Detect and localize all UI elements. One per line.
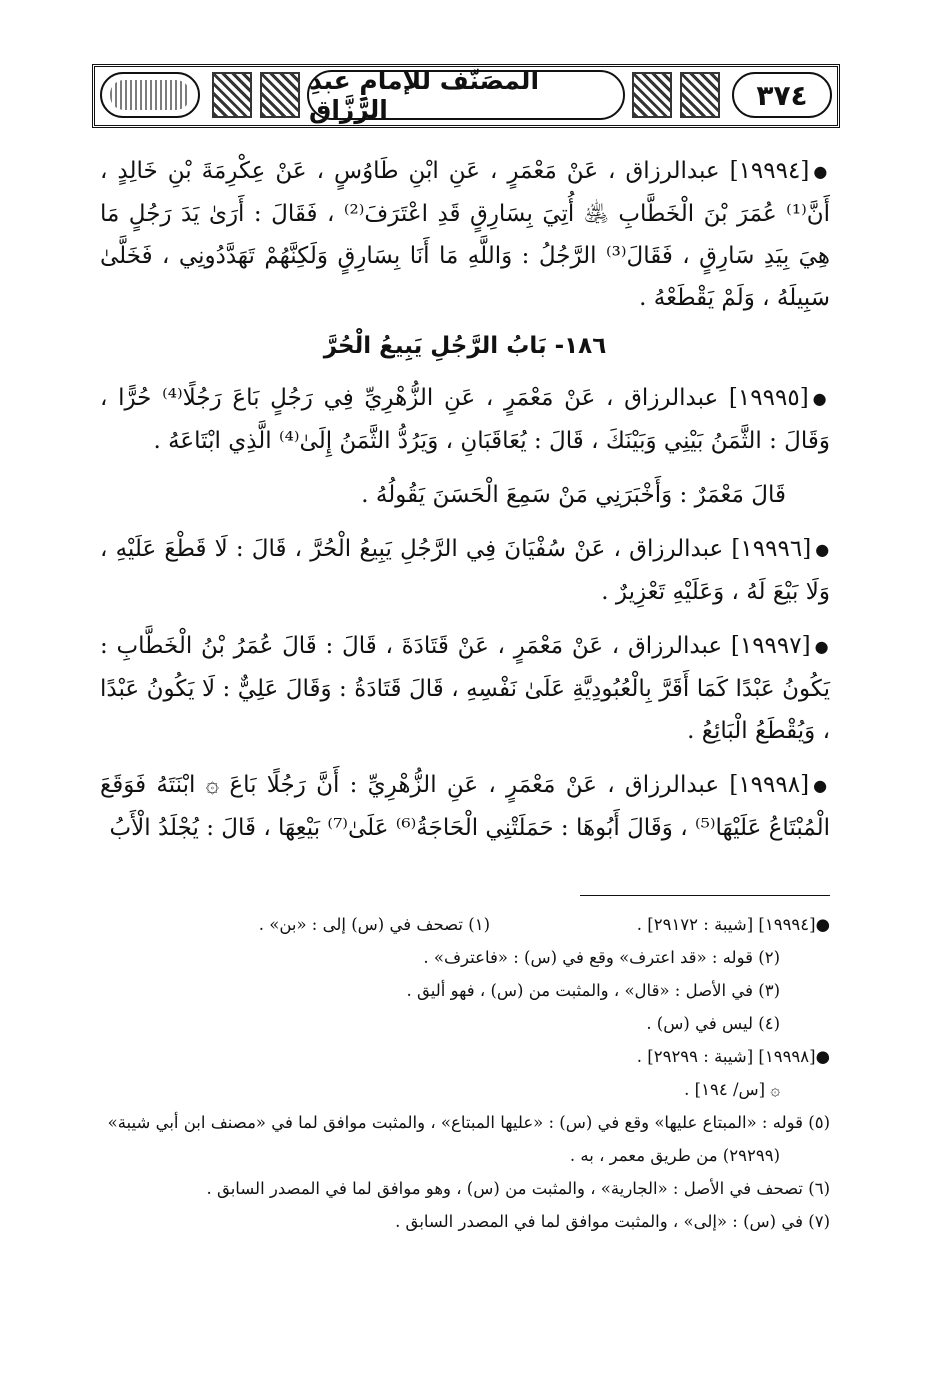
page-number: ٣٧٤ <box>756 78 808 112</box>
footnote-7: (٧) في (س) : «إلى» ، والمثبت موافق لما في المصدر السابق . <box>395 1212 830 1231</box>
header-ornament-right-2 <box>632 72 672 118</box>
chapter-heading: ١٨٦- بَابُ الرَّجُلِ يَبِيعُ الْحُرَّ <box>323 333 607 359</box>
main-text <box>100 150 830 861</box>
footnote-5-cont: (٢٩٢٩٩) من طريق معمر ، به . <box>569 1146 780 1165</box>
footnote-divider <box>580 895 830 896</box>
bullet-icon: ● <box>812 389 830 408</box>
header-logo <box>100 72 200 118</box>
header-title-box <box>307 66 625 124</box>
bullet-icon: ● <box>815 540 830 559</box>
hadith-text: [١٩٩٩٧] عبدالرزاق ، عَنْ مَعْمَرٍ ، عَنْ قَتَادَةَ ، قَالَ : قَالَ عُمَرُ بْنُ الْخَطَّابِ : يَكُونُ عَبْدًا كَمَا أَقَرَّ بِالْعُبُودِيَّةِ عَلَىٰ نَفْسِهِ ، قَالَ قَتَادَةُ : وَقَالَ عَلِيٌّ : لَا يَكُونُ عَبْدًا ، وَيُقْطَعُ الْبَائِعُ . <box>100 633 830 744</box>
hadith-text: [١٩٩٩٥] عبدالرزاق ، عَنْ مَعْمَرٍ ، عَنِ الزُّهْرِيِّ فِي رَجُلٍ بَاعَ رَجُلًا⁽⁴⁾ حُرًّا ، وَقَالَ : الثَّمَنُ بَيْنِي وَبَيْنَكَ ، قَالَ : يُعَاقَبَانِ ، وَيَرُدُّ الثَّمَنُ إِلَىٰ⁽⁴⁾ الَّذِي ابْتَاعَهُ . <box>100 385 830 454</box>
header-ornament-right <box>680 72 720 118</box>
footnote-4: (٤) ليس في (س) . <box>646 1014 780 1033</box>
footnote-6: (٦) تصحف في الأصل : «الجارية» ، والمثبت من (س) ، وهو موافق لما في المصدر السابق . <box>206 1179 830 1198</box>
page-header <box>92 64 840 128</box>
hadith-19995 <box>100 377 830 462</box>
footnotes <box>100 910 830 1240</box>
book-title: المصَنّف للإمامِ عبدِ الرَّزَّاق <box>309 66 540 124</box>
footnote-source-19998: ●[١٩٩٩٨] [شيبة : ٢٩٢٩٩] . <box>636 1047 830 1066</box>
footnote-5: (٥) قوله : «المبتاع عليها» وقع في (س) : «عليها المبتاع» ، والمثبت موافق لما في «مصنف ابن أبي شيبة» <box>107 1113 830 1132</box>
hadith-text: [١٩٩٩٨] عبدالرزاق ، عَنْ مَعْمَرٍ ، عَنِ الزُّهْرِيِّ : أَنَّ رَجُلًا بَاعَ ۞ ابْنَتَهُ فَوَقَعَ الْمُبْتَاعُ عَلَيْهَا⁽⁵⁾ ، وَقَالَ أَبُوهَا : حَمَلَتْنِي الْحَاجَةُ⁽⁶⁾ عَلَىٰ⁽⁷⁾ بَيْعِهَا ، قَالَ : يُجْلَدُ الْأَبُ <box>100 772 830 841</box>
footnote-source-19994: ●[١٩٩٩٤] [شيبة : ٢٩١٧٢] . <box>636 915 830 934</box>
footnote-1: (١) تصحف في (س) إلى : «بن» . <box>258 915 490 934</box>
footnote-manuscript-ref: ۞ [س/ ١٩٤] . <box>684 1080 780 1099</box>
hadith-text: [١٩٩٩٦] عبدالرزاق ، عَنْ سُفْيَانَ فِي الرَّجُلِ يَبِيعُ الْحُرَّ ، قَالَ : لَا قَطْعَ عَلَيْهِ ، وَلَا بَيْعَ لَهُ ، وَعَلَيْهِ تَعْزِيرٌ . <box>100 536 830 605</box>
logo-calligraphy <box>110 80 190 110</box>
hadith-19998 <box>100 764 830 849</box>
hadith-19994 <box>100 150 830 319</box>
page-number-box <box>732 72 832 118</box>
header-ornament-left <box>212 72 252 118</box>
bullet-icon: ● <box>813 776 830 795</box>
hadith-text: [١٩٩٩٤] عبدالرزاق ، عَنْ مَعْمَرٍ ، عَنِ ابْنِ طَاوُسٍ ، عَنْ عِكْرِمَةَ بْنِ خَالِدٍ ، أَنَّ⁽¹⁾ عُمَرَ بْنَ الْخَطَّابِ ﵁ أُتِيَ بِسَارِقٍ قَدِ اعْتَرَفَ⁽²⁾ ، فَقَالَ : أَرَىٰ يَدَ رَجُلٍ مَا هِيَ بِيَدِ سَارِقٍ ، فَقَالَ⁽³⁾ الرَّجُلُ : وَاللَّهِ مَا أَنَا بِسَارِقٍ وَلَكِنَّهُمْ تَهَدَّدُونِي ، فَخَلَّىٰ سَبِيلَهُ ، وَلَمْ يَقْطَعْهُ . <box>100 158 830 311</box>
hadith-19996 <box>100 528 830 613</box>
footnote-2: (٢) قوله : «قد اعترف» وقع في (س) : «فاعترف» . <box>423 948 780 967</box>
hadith-19995-note: قَالَ مَعْمَرٌ : وَأَخْبَرَنِي مَنْ سَمِعَ الْحَسَنَ يَقُولُهُ . <box>361 482 786 508</box>
footnote-3: (٣) في الأصل : «قال» ، والمثبت من (س) ، فهو أليق . <box>406 981 780 1000</box>
bullet-icon: ● <box>814 637 830 656</box>
hadith-19997 <box>100 625 830 752</box>
bullet-icon: ● <box>813 162 830 181</box>
header-ornament-left-2 <box>260 72 300 118</box>
footnote-row-1 <box>100 910 830 940</box>
